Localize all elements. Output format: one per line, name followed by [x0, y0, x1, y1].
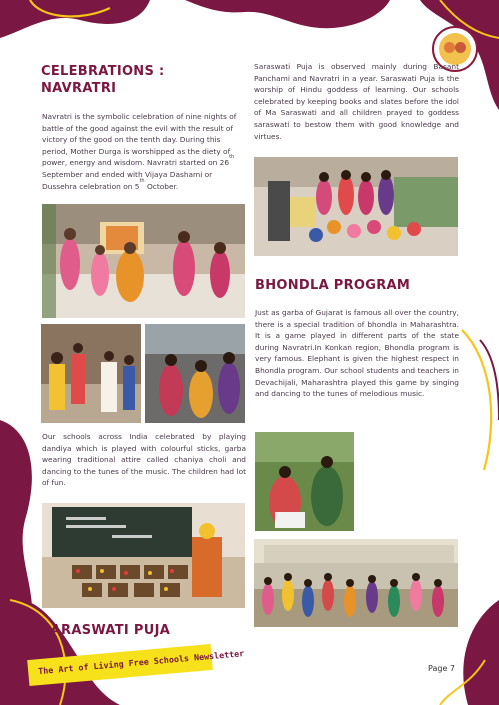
photo-saraswati-offering	[42, 503, 245, 608]
navratri-paragraph	[42, 111, 245, 192]
newsletter-title: The Art of Living Free Schools Newsletter	[37, 648, 245, 677]
celebrations-title-line2: NAVRATRI	[41, 81, 117, 96]
bhondla-title: BHONDLA PROGRAM	[255, 278, 411, 293]
photo-girls-garba	[145, 324, 245, 423]
photo-saraswati-puja-group	[254, 157, 458, 256]
navratri-text-a: Navratri is the symbolic celebration of nine nights of battle of the good against the evil with the result of victory of the good on the tenth day. During this period, Mother Durga is worshipped as the diety of power, energy and wisdom. Navratri started on 26	[42, 112, 237, 168]
photo-dandiya-dancers	[42, 204, 245, 318]
navratri-text-c: October.	[144, 181, 179, 191]
photo-bhondla-circle-dance	[254, 539, 458, 627]
celebrations-title	[41, 63, 164, 97]
navratri-sup-2: th	[139, 177, 145, 184]
saraswati-paragraph: Saraswati Puja is observed mainly during Basant Panchami and Navratri in a year. Saraswati Puja is the worship of Hindu goddess of learning. Our schools celebrated by keeping books and slates before the idol of Ma Saraswati and all children prayed to goddess saraswati to bestow them with good knowledge and virtues.	[254, 62, 459, 141]
celebrations-title-line1: CELEBRATIONS :	[41, 64, 165, 79]
navratri-text-b: September and ended with Vijaya Dashami or Dussehra celebration on 5	[42, 169, 213, 191]
dandiya-paragraph: Our schools across India celebrated by playing dandiya which is played with colourful sticks, garba wearing traditional attire called chaniya choli and dancing to the tunes of the music. The children had lot of fun.	[42, 432, 246, 488]
page-number: Page 7	[428, 664, 455, 673]
navratri-sup-1: th	[229, 154, 235, 161]
bhondla-paragraph: Just as garba of Gujarat is famous all over the country, there is a special tradition of bhondla in Maharashtra. It is a game played in different parts of the state during Navratri.In Konkan region, Bhondla program is very famous. Elephant is given the highest respect in Bhondla program. Our school students and teachers in Devachijali, Maharashtra played this game by singing and dancing to the tunes of melodious music.	[255, 308, 459, 399]
saraswati-title: SARASWATI PUJA	[41, 623, 171, 638]
photo-boys-dandiya	[41, 324, 141, 423]
photo-bhondla-elephant	[255, 432, 354, 531]
